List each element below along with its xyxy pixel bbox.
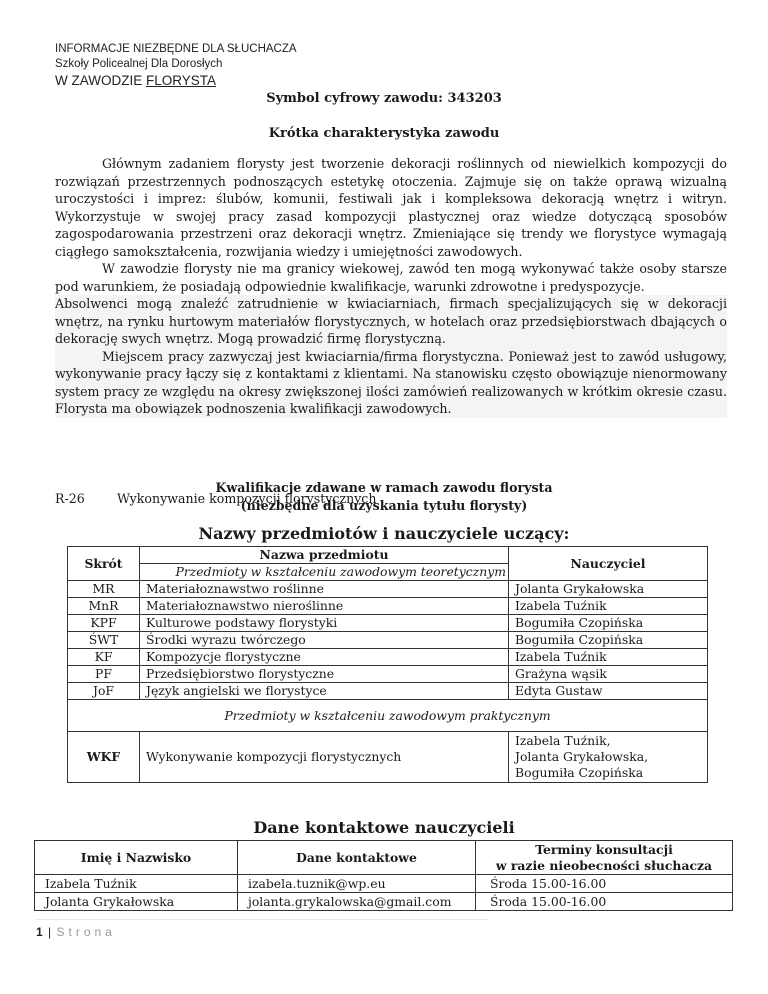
profession-symbol: Symbol cyfrowy zawodu: 343203	[266, 91, 502, 106]
subject-teacher: Izabela Tuźnik,	[515, 733, 611, 748]
qualification-code: R-26	[55, 491, 85, 506]
subject-teacher: Grażyna wąsik	[509, 666, 708, 683]
subjects-table	[67, 546, 708, 783]
page-word: Strona	[56, 925, 116, 939]
table-row	[68, 581, 708, 598]
subject-name: Materiałoznawstwo nieroślinne	[140, 598, 509, 615]
table-row	[68, 649, 708, 666]
characteristics-title: Krótka charakterystyka zawodu	[268, 126, 500, 141]
header-hours-line-2: w razie nieobecności słuchacza	[495, 857, 713, 873]
page-footer	[36, 925, 116, 939]
table-row	[68, 615, 708, 632]
header-abbr: Skrót	[68, 547, 140, 581]
subject-name: Kompozycje florystyczne	[140, 649, 509, 666]
subject-abbr: MR	[68, 581, 140, 598]
contacts-table-title: Dane kontaktowe nauczycieli	[253, 818, 515, 837]
table-row	[35, 875, 733, 893]
subject-name: Kulturowe podstawy florystyki	[140, 615, 509, 632]
subject-name: Przedsiębiorstwo florystyczne	[140, 666, 509, 683]
table-row	[68, 683, 708, 700]
subject-teacher: Izabela Tuźnik	[509, 649, 708, 666]
practice-section-label: Przedmioty w kształceniu zawodowym praktycznym	[68, 700, 708, 732]
table-row	[68, 632, 708, 649]
header-prefix: W ZAWODZIE	[55, 73, 146, 88]
paragraph-1: Głównym zadaniem florysty jest tworzenie dekoracji roślinnych od niewielkich kompozycji do rozwiązań przestrzennych podnoszących estetykę otoczenia. Zajmuje się on także oprawą wizualną uroczystości i imprez: ślubów, komunii, festiwali jak i kompleksowa dekoracją wnętrz i witryn. Wykorzystuje w swojej pracy zasad kompozycji plastycznej oraz wiedze dotyczącą sposobów zagospodarowania przestrzeni oraz dekoracji wnętrz. Zmieniające się trendy we florystyce wymagają ciągłego samokształcenia, rozwijania wiedzy i umiejętności zawodowych.	[55, 156, 727, 259]
header-line-3	[55, 72, 297, 90]
table-row	[68, 598, 708, 615]
contact-name: Jolanta Grykałowska	[35, 893, 238, 911]
qualifications-title-line-2: (niezbędne dla uzyskania tytułu florysty)	[240, 497, 528, 513]
contact-hours: Środa 15.00-16.00	[476, 875, 733, 893]
subject-name: Materiałoznawstwo roślinne	[140, 581, 509, 598]
table-row	[68, 732, 708, 783]
footer-divider	[36, 919, 488, 920]
header-contact: Dane kontaktowe	[238, 841, 476, 875]
subject-teacher: Jolanta Grykałowska	[509, 581, 708, 598]
header-hours	[476, 841, 733, 875]
paragraph-2: W zawodzie florysty nie ma granicy wiekowej, zawód ten mogą wykonywać także osoby starsze pod warunkiem, że posiadają odpowiednie kwalifikacje, warunki zdrowotne i predyspozycje.	[55, 261, 727, 294]
theory-section-label: Przedmioty w kształceniu zawodowym teoretycznym	[140, 564, 509, 581]
qualification-name: Wykonywanie kompozycji florystycznych	[117, 491, 377, 506]
subject-abbr: WKF	[68, 732, 140, 783]
subject-abbr: KPF	[68, 615, 140, 632]
header-line-2: Szkoły Policealnej Dla Dorosłych	[55, 58, 223, 70]
characteristics-body	[55, 155, 727, 418]
footer-separator: |	[48, 925, 52, 939]
subject-name: Język angielski we florystyce	[140, 683, 509, 700]
subjects-table-title: Nazwy przedmiotów i nauczyciele uczący:	[198, 524, 570, 543]
subject-abbr: PF	[68, 666, 140, 683]
subject-abbr: ŚWT	[68, 632, 140, 649]
contacts-table	[34, 840, 733, 911]
contact-hours: Środa 15.00-16.00	[476, 893, 733, 911]
header-teacher: Nauczyciel	[509, 547, 708, 581]
subject-teachers	[509, 732, 708, 783]
document-header	[55, 42, 297, 90]
paragraph-3: Absolwenci mogą znaleźć zatrudnienie w kwiaciarniach, firmach specjalizujących się w dekoracji wnętrz, na rynku hurtowym materiałów florystycznych, w hotelach oraz przedsiębiorstwach dbających o dekorację swych wnętrz. Mogą prowadzić firmę florystyczną.	[55, 296, 727, 346]
subject-teacher: Bogumiła Czopińska	[509, 632, 708, 649]
subject-abbr: KF	[68, 649, 140, 666]
subject-name: Wykonywanie kompozycji florystycznych	[140, 732, 509, 783]
header-subject: Nazwa przedmiotu	[140, 547, 509, 564]
qualification-item	[55, 491, 376, 506]
subject-teacher: Bogumiła Czopińska	[515, 765, 644, 780]
header-line-1: INFORMACJE NIEZBĘDNE DLA SŁUCHACZA	[55, 43, 297, 55]
subject-teacher: Jolanta Grykałowska,	[515, 749, 649, 764]
subject-abbr: JoF	[68, 683, 140, 700]
subject-teacher: Bogumiła Czopińska	[509, 615, 708, 632]
header-hours-line-1: Terminy konsultacji	[535, 841, 673, 857]
header-name: Imię i Nazwisko	[35, 841, 238, 875]
subject-teacher: Edyta Gustaw	[509, 683, 708, 700]
subject-teacher: Izabela Tuźnik	[509, 598, 708, 615]
subject-abbr: MnR	[68, 598, 140, 615]
contact-email[interactable]: izabela.tuznik@wp.eu	[238, 875, 476, 893]
page-number: 1	[36, 925, 43, 939]
qualifications-title-line-1: Kwalifikacje zdawane w ramach zawodu florysta	[215, 480, 553, 495]
paragraph-4: Miejscem pracy zazwyczaj jest kwiaciarnia/firma florystyczna. Ponieważ jest to zawód usługowy, wykonywanie pracy łączy się z kontaktami z klientami. Na stanowisku często obowiązuje nienormowany system pracy ze względu na okresy zwiększonej ilości zamówień realizowanych w krótkim okresie czasu. Florysta ma obowiązek podnoszenia kwalifikacji zawodowych.	[55, 348, 727, 416]
contact-email[interactable]: jolanta.grykalowska@gmail.com	[238, 893, 476, 911]
subject-name: Środki wyrazu twórczego	[140, 632, 509, 649]
contact-name: Izabela Tuźnik	[35, 875, 238, 893]
table-row	[68, 666, 708, 683]
header-profession: FLORYSTA	[146, 73, 217, 88]
table-row	[35, 893, 733, 911]
